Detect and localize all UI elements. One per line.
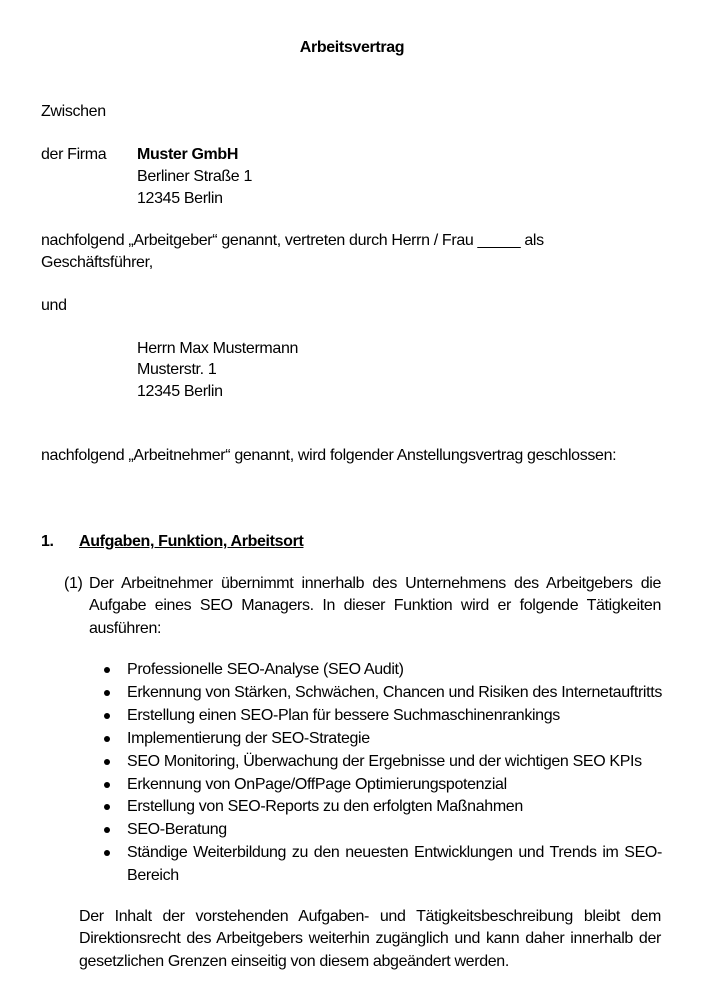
bullet-icon bbox=[104, 782, 110, 788]
between-label: Zwischen bbox=[41, 103, 106, 120]
task-list bbox=[100, 659, 662, 888]
section-number: 1. bbox=[41, 533, 54, 550]
employee-name: Herrn Max Mustermann bbox=[137, 340, 299, 357]
list-item: SEO-Beratung bbox=[100, 819, 662, 842]
bullet-icon bbox=[104, 850, 110, 856]
list-item: Implementierung der SEO-Strategie bbox=[100, 728, 662, 751]
employer-name: Muster GmbH bbox=[137, 146, 239, 163]
bullet-icon bbox=[104, 713, 110, 719]
list-item: Ständige Weiterbildung zu den neuesten Entwicklungen und Trends im SEO-Bereich bbox=[100, 842, 662, 888]
employee-designation: nachfolgend „Arbeitnehmer“ genannt, wird folgender Anstellungsvertrag geschlossen: bbox=[41, 447, 617, 464]
paragraph-number: (1) bbox=[64, 575, 83, 592]
list-item: Professionelle SEO-Analyse (SEO Audit) bbox=[100, 659, 662, 682]
and-label: und bbox=[41, 297, 67, 314]
employer-city: 12345 Berlin bbox=[137, 190, 223, 207]
bullet-icon bbox=[104, 827, 110, 833]
employee-city: 12345 Berlin bbox=[137, 383, 223, 400]
document-title: Arbeitsvertrag bbox=[299, 39, 405, 56]
bullet-icon bbox=[104, 736, 110, 742]
bullet-icon bbox=[104, 759, 110, 765]
employee-street: Musterstr. 1 bbox=[137, 361, 217, 378]
paragraph-1-text: Der Arbeitnehmer übernimmt innerhalb des Unternehmens des Arbeitgebers die Aufgabe eines SEO Managers. In dieser Funktion wird er folgende Tätigkeiten ausführen: bbox=[89, 575, 661, 637]
list-item: Erkennung von Stärken, Schwächen, Chancen und Risiken des Internetauftritts bbox=[100, 682, 662, 705]
employer-street: Berliner Straße 1 bbox=[137, 168, 252, 185]
list-item: Erstellung von SEO-Reports zu den erfolgten Maßnahmen bbox=[100, 796, 662, 819]
employer-designation-line1: nachfolgend „Arbeitgeber“ genannt, vertreten durch Herrn / Frau _____ als bbox=[41, 232, 544, 249]
bullet-icon bbox=[104, 804, 110, 810]
list-item: Erstellung einen SEO-Plan für bessere Suchmaschinenrankings bbox=[100, 705, 662, 728]
list-item: Erkennung von OnPage/OffPage Optimierungspotenzial bbox=[100, 774, 662, 797]
section-heading: Aufgaben, Funktion, Arbeitsort bbox=[79, 533, 304, 550]
employer-designation-line2: Geschäftsführer, bbox=[41, 254, 153, 271]
bullet-icon bbox=[104, 667, 110, 673]
employer-prefix: der Firma bbox=[41, 146, 107, 163]
bullet-icon bbox=[104, 690, 110, 696]
list-item: SEO Monitoring, Überwachung der Ergebnisse und der wichtigen SEO KPIs bbox=[100, 751, 662, 774]
closing-paragraph: Der Inhalt der vorstehenden Aufgaben- und Tätigkeitsbeschreibung bleibt dem Direktionsrecht des Arbeitgebers weiterhin zugänglich und kann daher innerhalb der gesetzlichen Grenzen einseitig von diesem abgeändert werden. bbox=[79, 908, 661, 970]
